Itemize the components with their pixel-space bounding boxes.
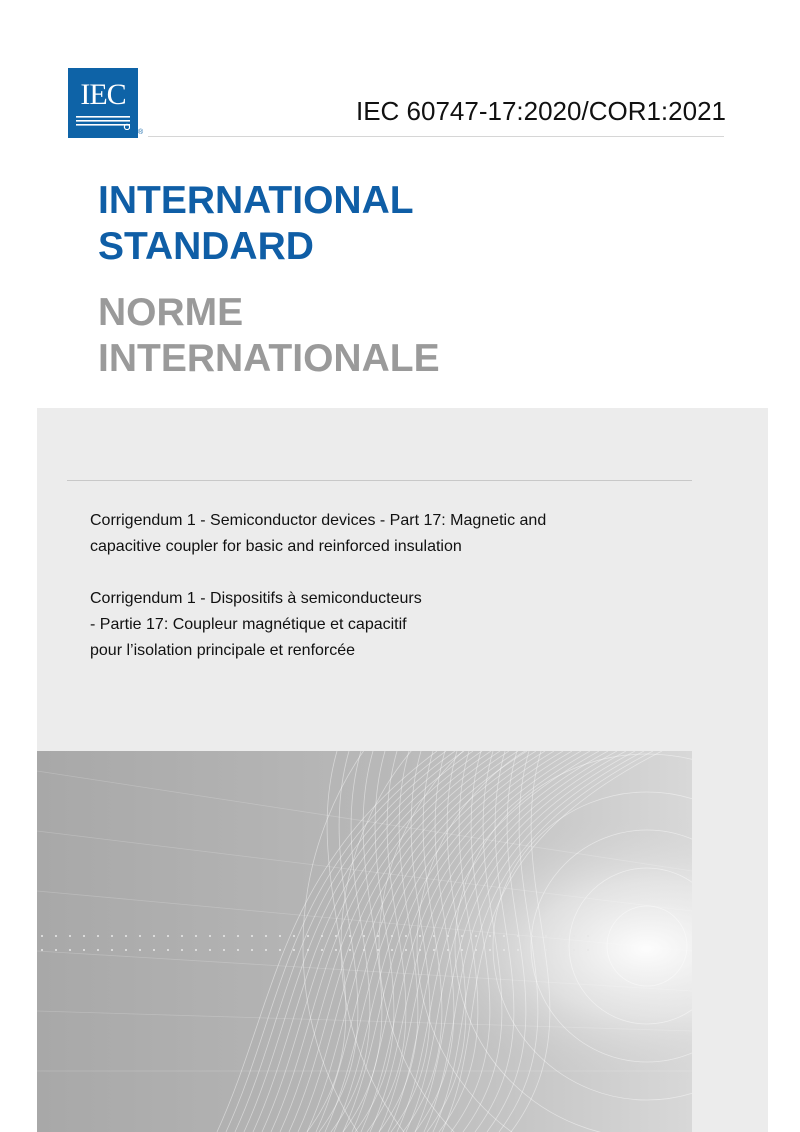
- art-dot: [83, 949, 85, 951]
- art-dot: [279, 935, 281, 937]
- subtitle-french-line: - Partie 17: Coupleur magnétique et capacitif: [90, 616, 407, 633]
- art-dot: [559, 949, 561, 951]
- subtitle-english-line: capacitive coupler for basic and reinforced insulation: [90, 538, 462, 555]
- art-dot: [209, 935, 211, 937]
- art-dot: [559, 935, 561, 937]
- art-dot: [251, 935, 253, 937]
- art-dot: [97, 949, 99, 951]
- art-dot: [125, 949, 127, 951]
- art-dot: [391, 949, 393, 951]
- art-dot: [223, 935, 225, 937]
- art-dot: [573, 935, 575, 937]
- art-dot: [83, 935, 85, 937]
- title-english-line: STANDARD: [98, 225, 314, 268]
- art-dot: [335, 935, 337, 937]
- art-dot: [307, 949, 309, 951]
- art-dot: [111, 935, 113, 937]
- subtitle-french-line: Corrigendum 1 - Dispositifs à semiconducteurs: [90, 590, 422, 607]
- art-dot: [41, 949, 43, 951]
- art-dot: [503, 935, 505, 937]
- document-id: IEC 60747-17:2020/COR1:2021: [355, 96, 726, 126]
- art-dot: [349, 935, 351, 937]
- art-dot: [55, 949, 57, 951]
- art-dot: [461, 935, 463, 937]
- art-dot: [167, 949, 169, 951]
- art-dot: [167, 935, 169, 937]
- art-dot: [153, 949, 155, 951]
- title-french: [98, 290, 440, 382]
- logo-lines-icon: [76, 116, 130, 130]
- art-dot: [237, 935, 239, 937]
- art-dot: [265, 949, 267, 951]
- art-dot: [139, 935, 141, 937]
- art-dot: [517, 949, 519, 951]
- art-dot: [377, 949, 379, 951]
- subtitle-french-line: pour l’isolation principale et renforcée: [90, 642, 356, 659]
- art-dot: [307, 935, 309, 937]
- art-dot: [587, 949, 589, 951]
- art-dot: [405, 935, 407, 937]
- art-dot: [545, 949, 547, 951]
- title-french-line: INTERNATIONALE: [98, 337, 440, 380]
- art-dot: [419, 935, 421, 937]
- art-dot: [195, 935, 197, 937]
- registered-mark: ®: [138, 129, 144, 136]
- art-dot: [153, 935, 155, 937]
- art-dot: [517, 935, 519, 937]
- title-french-line: NORME: [98, 291, 244, 334]
- art-dot: [111, 949, 113, 951]
- art-dot: [363, 935, 365, 937]
- art-dot: [433, 949, 435, 951]
- art-dot: [293, 949, 295, 951]
- art-dot: [69, 935, 71, 937]
- art-dot: [531, 949, 533, 951]
- art-dot: [447, 949, 449, 951]
- header-divider: [148, 136, 724, 137]
- art-dot: [573, 949, 575, 951]
- art-dot: [55, 935, 57, 937]
- logo-text: IEC: [80, 78, 126, 111]
- art-dot: [545, 935, 547, 937]
- art-dot: [125, 935, 127, 937]
- art-dot: [405, 949, 407, 951]
- art-dot: [391, 935, 393, 937]
- art-dot: [265, 935, 267, 937]
- art-dot: [41, 935, 43, 937]
- art-dot: [335, 949, 337, 951]
- art-dot: [139, 949, 141, 951]
- cover-artwork: [37, 751, 692, 1132]
- art-dot: [489, 935, 491, 937]
- art-dot: [223, 949, 225, 951]
- art-dot: [321, 949, 323, 951]
- art-dot: [447, 935, 449, 937]
- art-dot: [475, 935, 477, 937]
- art-dot: [181, 949, 183, 951]
- art-dot: [475, 949, 477, 951]
- art-dot: [503, 949, 505, 951]
- art-dot: [433, 935, 435, 937]
- art-dot: [181, 935, 183, 937]
- art-dot: [587, 935, 589, 937]
- art-dot: [461, 949, 463, 951]
- art-dot: [195, 949, 197, 951]
- subtitle-french: [90, 586, 422, 664]
- art-dot: [531, 935, 533, 937]
- title-english-line: INTERNATIONAL: [98, 179, 414, 222]
- art-dot: [97, 935, 99, 937]
- panel-divider: [67, 480, 692, 481]
- art-dot: [251, 949, 253, 951]
- title-english: [98, 178, 414, 270]
- art-dot: [349, 949, 351, 951]
- art-dot: [279, 949, 281, 951]
- iec-logo: [68, 68, 138, 138]
- art-dot: [209, 949, 211, 951]
- art-dot: [377, 935, 379, 937]
- art-dot: [489, 949, 491, 951]
- art-dot: [419, 949, 421, 951]
- subtitle-english-line: Corrigendum 1 - Semiconductor devices - Part 17: Magnetic and: [90, 512, 547, 529]
- art-dot: [293, 935, 295, 937]
- art-dot: [321, 935, 323, 937]
- art-dot: [237, 949, 239, 951]
- subtitle-english: [90, 508, 546, 560]
- art-dot: [69, 949, 71, 951]
- art-dot: [363, 949, 365, 951]
